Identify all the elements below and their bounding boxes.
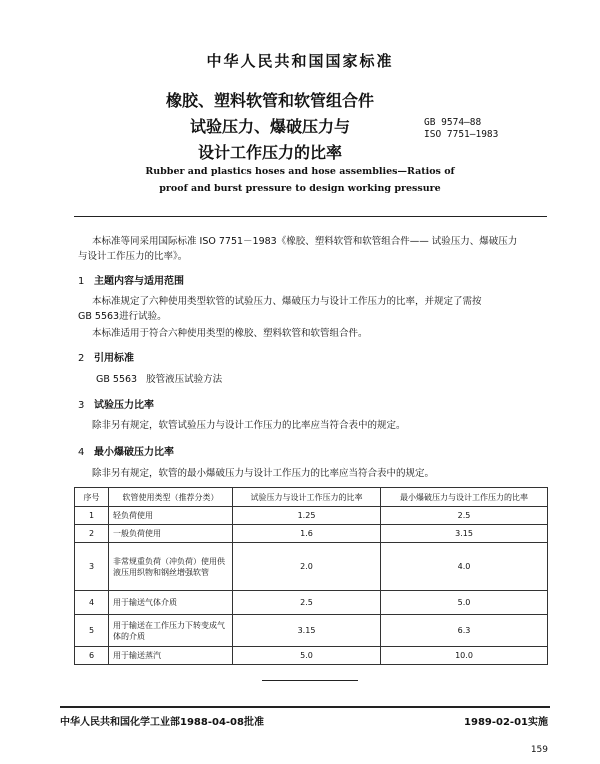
intro-line-1: 本标准等同采用国际标准 ISO 7751－1983《橡胶、塑料软管和软管组合件—— 试验压力、爆破压力 — [92, 236, 518, 247]
table-row — [75, 525, 548, 543]
section-1-paragraph-2: 本标准适用于符合六种使用类型的橡胶、塑料软管和软管组合件。 — [92, 328, 368, 339]
header-burst-ratio: 最小爆破压力与设计工作压力的比率 — [381, 488, 548, 507]
section-4-number: 4 — [78, 447, 85, 458]
row-hose-type: 轻负荷使用 — [109, 507, 233, 525]
footer-divider — [60, 706, 550, 708]
row-burst-ratio: 2.5 — [381, 507, 548, 525]
english-title-line-1: Rubber and plastics hoses and hose assemblies—Ratios of — [145, 166, 455, 177]
header-proof-ratio: 试验压力与设计工作压力的比率 — [233, 488, 381, 507]
title-line-3: 设计工作压力的比率 — [197, 143, 342, 162]
national-standard-header: 中华人民共和国国家标准 — [206, 52, 394, 70]
section-4-text: 除非另有规定，软管的最小爆破压力与设计工作压力的比率应当符合表中的规定。 — [92, 468, 435, 479]
row-proof-ratio: 2.5 — [233, 591, 381, 615]
section-1-paragraph-1-line-2: GB 5563进行试验。 — [78, 311, 167, 322]
header-divider — [74, 216, 547, 217]
header-hose-type: 软管使用类型（推荐分类） — [109, 488, 233, 507]
section-1-title: 主题内容与适用范围 — [94, 276, 184, 287]
table-row — [75, 615, 548, 647]
section-3-title: 试验压力比率 — [94, 400, 154, 411]
implementation-date: 1989-02-01实施 — [464, 717, 548, 728]
section-3-heading — [78, 396, 154, 411]
row-hose-type: 一般负荷使用 — [109, 525, 233, 543]
row-number: 4 — [75, 591, 109, 615]
row-number: 5 — [75, 615, 109, 647]
row-number: 3 — [75, 543, 109, 591]
header-serial-number: 序号 — [75, 488, 109, 507]
row-proof-ratio: 2.0 — [233, 543, 381, 591]
row-number: 2 — [75, 525, 109, 543]
iso-standard-number: ISO 7751—1983 — [424, 129, 499, 140]
row-burst-ratio: 5.0 — [381, 591, 548, 615]
table-row — [75, 591, 548, 615]
section-2-heading — [78, 349, 134, 364]
table-row — [75, 647, 548, 665]
title-line-1: 橡胶、塑料软管和软管组合件 — [165, 91, 374, 110]
table-row — [75, 507, 548, 525]
section-2-number: 2 — [78, 353, 85, 364]
section-2-reference: GB 5563 胶管液压试验方法 — [96, 374, 223, 385]
row-proof-ratio: 5.0 — [233, 647, 381, 665]
row-burst-ratio: 4.0 — [381, 543, 548, 591]
row-number: 1 — [75, 507, 109, 525]
end-of-text-rule — [262, 680, 358, 681]
row-hose-type: 用于输送气体介质 — [109, 591, 233, 615]
table-row — [75, 543, 548, 591]
section-3-text: 除非另有规定，软管试验压力与设计工作压力的比率应当符合表中的规定。 — [92, 420, 406, 431]
section-1-paragraph-1-line-1: 本标准规定了六种使用类型软管的试验压力、爆破压力与设计工作压力的比率，并规定了需按 — [92, 296, 482, 307]
section-3-number: 3 — [78, 400, 85, 411]
page-number: 159 — [530, 745, 548, 755]
row-proof-ratio: 1.6 — [233, 525, 381, 543]
intro-line-2: 与设计工作压力的比率》。 — [78, 251, 188, 262]
english-title-line-2: proof and burst pressure to design working pressure — [159, 183, 441, 194]
pressure-ratio-table — [74, 487, 548, 665]
table-header-row — [75, 488, 548, 507]
title-line-2: 试验压力、爆破压力与 — [189, 117, 350, 136]
gb-standard-number: GB 9574—88 — [424, 117, 482, 128]
row-proof-ratio: 1.25 — [233, 507, 381, 525]
approval-note: 中华人民共和国化学工业部1988-04-08批准 — [60, 717, 264, 728]
row-burst-ratio: 6.3 — [381, 615, 548, 647]
section-4-title: 最小爆破压力比率 — [94, 447, 174, 458]
row-hose-type: 用于输送蒸汽 — [109, 647, 233, 665]
section-1-number: 1 — [78, 276, 85, 287]
row-hose-type: 用于输送在工作压力下转变成气体的介质 — [109, 615, 233, 647]
section-4-heading — [78, 443, 174, 458]
section-1-heading — [78, 272, 184, 287]
row-number: 6 — [75, 647, 109, 665]
row-proof-ratio: 3.15 — [233, 615, 381, 647]
row-hose-type: 非常规重负荷（冲负荷）使用供液压用织物和钢丝增强软管 — [109, 543, 233, 591]
section-2-title: 引用标准 — [94, 353, 134, 364]
row-burst-ratio: 3.15 — [381, 525, 548, 543]
row-burst-ratio: 10.0 — [381, 647, 548, 665]
